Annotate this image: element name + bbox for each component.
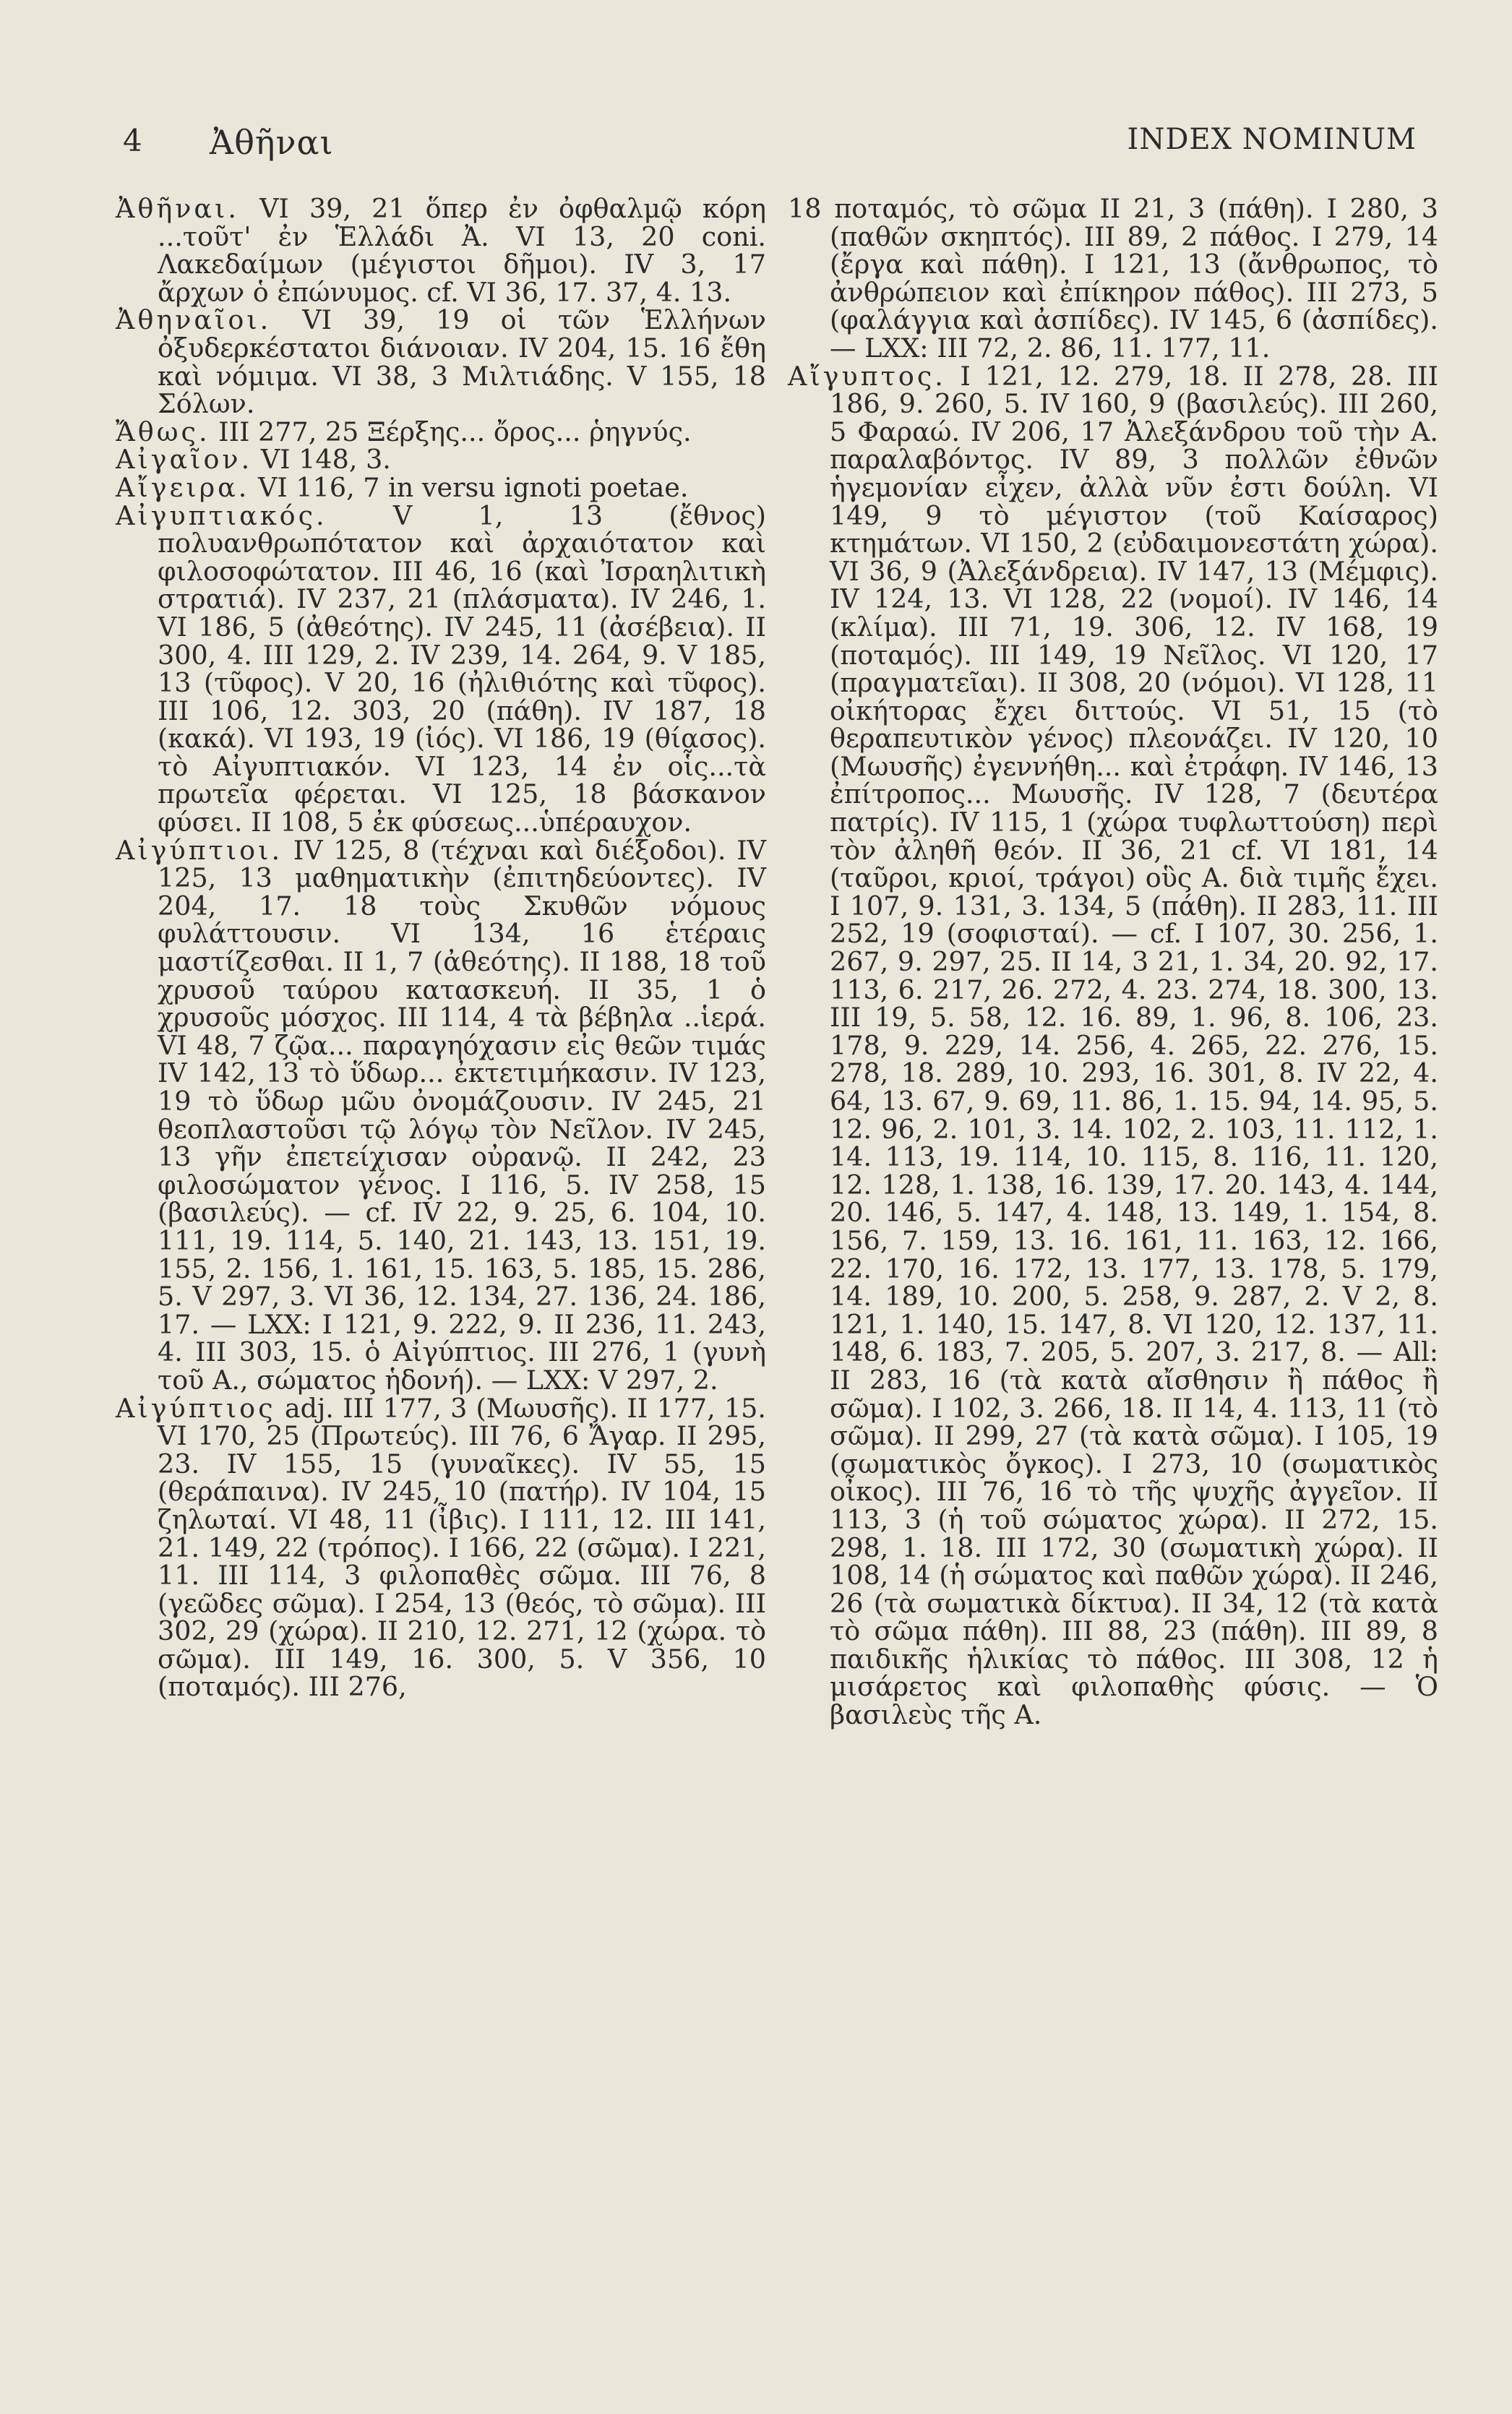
index-entry xyxy=(116,1392,766,1703)
entry-text: I 121, 12. 279, 18. II 278, 28. III 186, 9. 260, 5. IV 160, 9 (βασιλεύς). III 260, 5 Φαραώ. IV 206, 17 Ἀλεξάνδρου τοῦ τὴν Α. παραλαβόντος. IV 89, 3 πολλῶν ἐθνῶν ἡγεμονίαν εἶχεν, ἀλλὰ νῦν ἐστι δούλη. VI 149, 9 τὸ μέγιστον (τοῦ Καίσαρος) κτημάτων. VI 150, 2 (εὐδαιμονεστάτη χώρα). VI 36, 9 (Ἀλεξάνδρεια). IV 147, 13 (Μέμφις). IV 124, 13. VI 128, 22 (νομοί). IV 146, 14 (κλίμα). III 71, 19. 306, 12. IV 168, 19 (ποταμός). III 149, 19 Νεῖλος. VI 120, 17 (πραγματεῖαι). II 308, 20 (νόμοι). VI 128, 11 οἰκήτορας ἔχει διττούς. VI 51, 15 (τὸ θεραπευτικὸν γένος) πλεονάζει. IV 120, 10 (Μωυσῆς) ἐγεννήθη... καὶ ἐτράφη. IV 146, 13 ἐπίτροπος... Μωυσῆς. IV 128, 7 (δευτέρα πατρίς). IV 115, 1 (χώρα τυφλωττούση) περὶ τὸν ἀληθῆ θεόν. II 36, 21 cf. VI 181, 14 (ταῦροι, κριοί, τράγοι) οὓς Α. διὰ τιμῆς ἔχει. I 107, 9. 131, 3. 134, 5 (πάθη). II 283, 11. III 252, 19 (σοφισταί). — cf. I 107, 30. 256, 1. 267, 9. 297, 25. II 14, 3 21, 1. 34, 20. 92, 17. 113, 6. 217, 26. 272, 4. 23. 274, 18. 300, 13. III 19, 5. 58, 12. 16. 89, 1. 96, 8. 106, 23. 178, 9. 229, 14. 256, 4. 265, 22. 276, 15. 278, 18. 289, 10. 293, 16. 301, 8. IV 22, 4. 64, 13. 67, 9. 69, 11. 86, 1. 15. 94, 14. 95, 5. 12. 96, 2. 101, 3. 14. 102, 2. 103, 11. 112, 1. 14. 113, 19. 114, 10. 115, 8. 116, 11. 120, 12. 128, 1. 138, 16. 139, 17. 20. 143, 4. 144, 20. 146, 5. 147, 4. 148, 13. 149, 1. 154, 8. 156, 7. 159, 13. 16. 161, 11. 163, 12. 166, 22. 170, 16. 172, 13. 177, 13. 178, 5. 179, 14. 189, 10. 200, 5. 258, 9. 287, 2. V 2, 8. 121, 1. 140, 15. 147, 8. VI 120, 12. 137, 11. 148, 6. 183, 7. 205, 5. 207, 3. 217, 8. — All: II 283, 16 (τὰ κατὰ αἴσθησιν ἢ πάθος ἢ σῶμα). I 102, 3. 266, 18. II 14, 4. 113, 11 (τὸ σῶμα). II 299, 27 (τὰ κατὰ σῶμα). I 105, 19 (σωματικὸς ὄγκος). I 273, 10 (σωματικὸς οἶκος). III 76, 16 τὸ τῆς ψυχῆς ἀγγεῖον. II 113, 3 (ἡ τοῦ σώματος χώρα). II 272, 15. 298, 1. 18. III 172, 30 (σωματικὴ χώρα). II 108, 14 (ἡ σώματος καὶ παθῶν χώρα). II 246, 26 (τὰ σωματικὰ δίκτυα). II 34, 12 (τὰ κατὰ τὸ σῶμα πάθη). III 88, 23 (πάθη). III 89, 8 παιδικῆς ἡλικίας τὸ πάθος. III 308, 12 ἡ μισάρετος καὶ φιλοπαθὴς φύσις. — Ὁ βασιλεὺς τῆς Α. xyxy=(830,360,1438,1731)
page-header xyxy=(123,123,1417,166)
entry-text: VI 116, 7 in versu ignoti poetae. xyxy=(249,471,689,503)
index-entry xyxy=(116,195,766,306)
header-headword: Ἀθῆναι xyxy=(210,123,334,162)
entry-text: VI 148, 3. xyxy=(252,444,391,476)
entry-headword: Αἴγειρα. xyxy=(116,471,250,503)
right-column xyxy=(788,195,1438,1730)
index-entry-continued xyxy=(788,195,1438,363)
entry-text: IV 125, 8 (τέχναι καὶ διέξοδοι). IV 125, 13 μαθηματικὴν (ἐπιτηδεύοντες). IV 204, 17. 18 τοὺς Σκυθῶν νόμους φυλάττουσιν. VI 134, 16 ἑτέραις μαστίζεσθαι. II 1, 7 (ἀθεότης). II 188, 18 τοῦ χρυσοῦ ταύρου κατασκευή. II 35, 1 ὁ χρυσοῦς μόσχος. III 114, 4 τὰ βέβηλα ..ἱερά. VI 48, 7 ζῷα... παραγηόχασιν εἰς θεῶν τιμάς IV 142, 13 τὸ ὕδωρ... ἐκτετιμήκασιν. IV 123, 19 τὸ ὕδωρ μῶυ ὀνομάζουσιν. IV 245, 21 θεοπλαστοῦσι τῷ λόγῳ τὸν Νεῖλον. IV 245, 13 γῆν ἐπετείχισαν οὐρανῷ. II 242, 23 φιλοσώματον γένος. I 116, 5. IV 258, 15 (βασιλεύς). — cf. IV 22, 9. 25, 6. 104, 10. 111, 19. 114, 5. 140, 21. 143, 13. 151, 19. 155, 2. 156, 1. 161, 15. 163, 5. 185, 15. 286, 5. V 297, 3. VI 36, 12. 134, 27. 136, 24. 186, 17. — LXX: I 121, 9. 222, 9. II 236, 11. 243, 4. III 303, 15. ὁ Αἰγύπτιος. III 276, 1 (γυνὴ τοῦ Α., σώματος ἡδονή). — LXX: V 297, 2. xyxy=(158,834,766,1396)
index-entry xyxy=(116,306,766,418)
entry-headword: Αἰγύπτιοι. xyxy=(116,834,283,866)
entry-text: adj. III 177, 3 (Μωυσῆς). II 177, 15. VI 170, 25 (Πρωτεύς). III 76, 6 Ἄγαρ. II 295, 23. IV 155, 15 (γυναῖκες). IV 55, 15 (θεράπαινα). IV 245, 10 (πατήρ). IV 104, 15 ζηλωταί. VI 48, 11 (ἶβις). I 111, 12. III 141, 21. 149, 22 (τρόπος). I 166, 22 (σῶμα). I 221, 11. III 114, 3 φιλοπαθὲς σῶμα. III 76, 8 (γεῶδες σῶμα). I 254, 13 (θεός, τὸ σῶμα). III 302, 29 (χώρα). II 210, 12. 271, 12 (χώρα. τὸ σῶμα). III 149, 16. 300, 5. V 356, 10 (ποταμός). III 276, xyxy=(158,1392,766,1703)
running-title: INDEX NOMINUM xyxy=(1127,123,1417,156)
index-entry xyxy=(788,360,1438,1731)
index-entry xyxy=(116,446,766,474)
entry-headword: Αἰγαῖον. xyxy=(116,444,253,476)
index-entry xyxy=(116,471,766,503)
entry-headword: Ἄθως. xyxy=(116,416,210,447)
entry-headword: Ἀθῆναι. xyxy=(116,193,239,224)
index-entry xyxy=(116,499,766,838)
entry-text: VI 39, 19 οἱ τῶν Ἑλλήνων ὀξυδερκέστατοι διάνοιαν. IV 204, 15. 16 ἔθη καὶ νόμιμα. VI 38, 3 Μιλτιάδης. V 155, 18 Σόλων. xyxy=(158,304,766,420)
left-column xyxy=(116,195,766,1701)
index-entry xyxy=(116,834,766,1396)
entry-text: VI 39, 21 ὅπερ ἐν ὀφθαλμῷ κόρη ...τοῦτ' ἐν Ἑλλάδι Ἀ. VI 13, 20 coni. Λακεδαίμων (μέγιστοι δῆμοι). IV 3, 17 ἄρχων ὁ ἐπώνυμος. cf. VI 36, 17. 37, 4. 13. xyxy=(158,193,766,308)
entry-text: 18 ποταμός, τὸ σῶμα II 21, 3 (πάθη). I 280, 3 (παθῶν σκηπτός). III 89, 2 πάθος. I 279, 14 (ἔργα καὶ πάθη). I 121, 13 (ἄνθρωπος, τὸ ἀνθρώπειον καὶ ἐπίκηρον πάθος). III 273, 5 (φαλάγγια καὶ ἀσπίδες). IV 145, 6 (ἀσπίδες). — LXX: III 72, 2. 86, 11. 177, 11. xyxy=(788,193,1438,364)
index-entry xyxy=(116,418,766,447)
entry-headword: Αἰγύπτιος xyxy=(116,1392,276,1424)
entry-headword: Ἀθηναῖοι. xyxy=(116,304,272,336)
entry-text: III 277, 25 Ξέρξης... ὄρος... ῥηγνύς. xyxy=(210,416,692,447)
entry-headword: Αἴγυπτος. xyxy=(788,360,946,392)
entry-headword: Αἰγυπτιακός. xyxy=(116,499,327,531)
page-number: 4 xyxy=(123,123,142,158)
entry-text: V 1, 13 (ἔθνος) πολυανθρωπότατον καὶ ἀρχαιότατον καὶ φιλοσοφώτατον. III 46, 16 (καὶ Ἰσραηλιτικὴ στρατιά). IV 237, 21 (πλάσματα). IV 246, 1. VI 186, 5 (ἀθεότης). IV 245, 11 (ἀσέβεια). II 300, 4. III 129, 2. IV 239, 14. 264, 9. V 185, 13 (τῦφος). V 20, 16 (ἠλιθιότης καὶ τῦφος). III 106, 12. 303, 20 (πάθη). IV 187, 18 (κακά). VI 193, 19 (ἰός). VI 186, 19 (θίασος). τὸ Αἰγυπτιακόν. VI 123, 14 ἐν οἷς...τὰ πρωτεῖα φέρεται. VI 125, 18 βάσκανον φύσει. II 108, 5 ἐκ φύσεως...ὑπέραυχον. xyxy=(158,499,766,838)
